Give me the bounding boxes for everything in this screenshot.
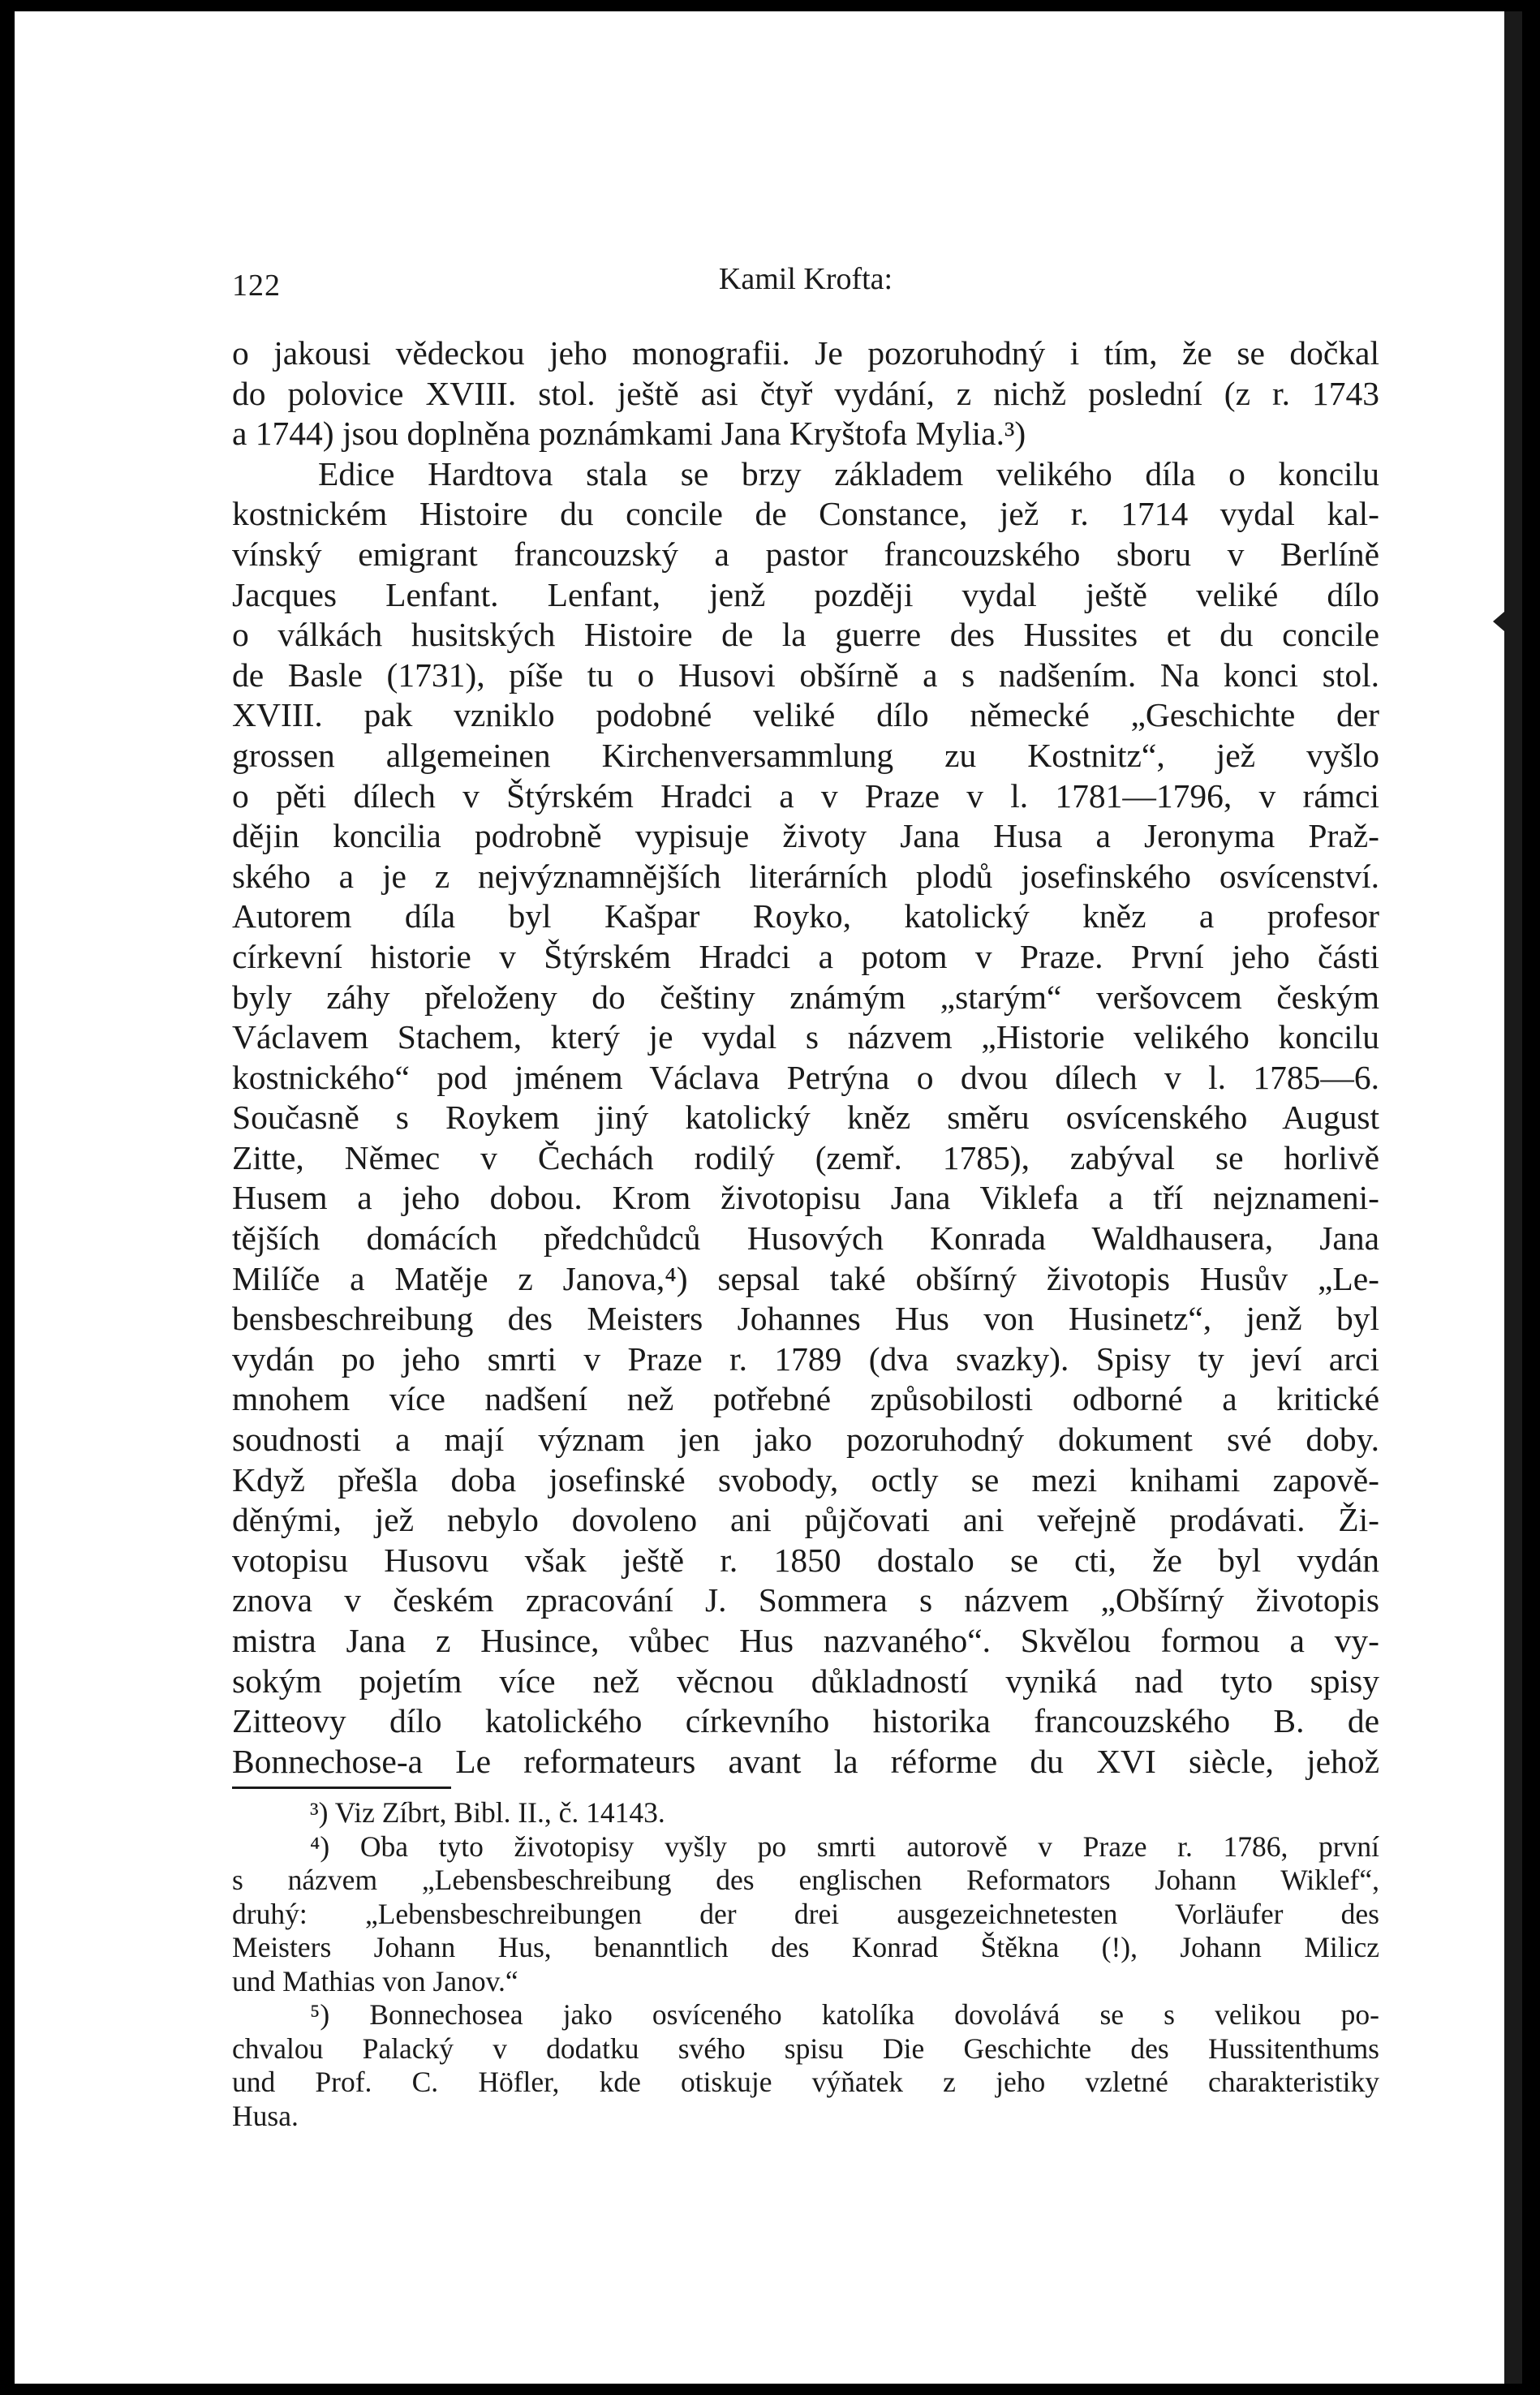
body-line: vínský emigrant francouzský a pastor francouzského sboru v Berlíně bbox=[232, 535, 1379, 573]
footnote-divider bbox=[232, 1787, 451, 1789]
footnote-line: ⁵) Bonnechosea jako osvíceného katolíka dovolává se s velikou po- bbox=[310, 1998, 1379, 2031]
body-line: Autorem díla byl Kašpar Royko, katolický kněz a profesor bbox=[232, 897, 1379, 935]
body-line: mistra Jana z Husince, vůbec Hus nazvaného“. Skvělou formou a vy- bbox=[232, 1622, 1379, 1659]
footnote-line: chvalou Palacký v dodatku svého spisu Die Geschichte des Hussitenthums bbox=[232, 2032, 1379, 2065]
body-line: votopisu Husovu však ještě r. 1850 dostalo se cti, že byl vydán bbox=[232, 1541, 1379, 1579]
body-line: Jacques Lenfant. Lenfant, jenž později vydal ještě veliké dílo bbox=[232, 575, 1379, 613]
body-text bbox=[232, 333, 1379, 1782]
body-line: de Basle (1731), píše tu o Husovi obšírně a s nadšením. Na konci stol. bbox=[232, 656, 1379, 694]
body-line: dějin koncilia podrobně vypisuje životy Jana Husa a Jeronyma Praž- bbox=[232, 817, 1379, 855]
body-line: o válkách husitských Histoire de la guerre des Hussites et du concile bbox=[232, 616, 1379, 654]
body-line: mnohem více nadšení než potřebné způsobilosti odborné a kritické bbox=[232, 1380, 1379, 1418]
body-line: ského a je z nejvýznamnějších literárních plodů josefinského osvícenství. bbox=[232, 857, 1379, 895]
body-line: a 1744) jsou doplněna poznámkami Jana Kryštofa Mylia.³) bbox=[232, 415, 1026, 453]
body-line: Bonnechose-a Le reformateurs avant la réforme du XVI siècle, jehož bbox=[232, 1742, 1379, 1780]
body-line: Zitteovy dílo katolického církevního historika francouzského B. de bbox=[232, 1702, 1379, 1740]
footnote-line: ³) Viz Zíbrt, Bibl. II., č. 14143. bbox=[310, 1796, 665, 1829]
footnote-line: ⁴) Oba tyto životopisy vyšly po smrti autorově v Praze r. 1786, první bbox=[310, 1830, 1379, 1863]
body-line: o jakousi vědeckou jeho monografii. Je pozoruhodný i tím, že se dočkal bbox=[232, 334, 1379, 372]
body-line: Zitte, Němec v Čechách rodilý (zemř. 1785), zabýval se horlivě bbox=[232, 1138, 1379, 1176]
footnote-line: und Prof. C. Höfler, kde otiskuje výňatek z jeho vzletné charakteristiky bbox=[232, 2066, 1379, 2098]
body-line: vydán po jeho smrti v Praze r. 1789 (dva svazky). Spisy ty jeví arci bbox=[232, 1339, 1379, 1378]
body-line: o pěti dílech v Štýrském Hradci a v Praze v l. 1781—1796, v rámci bbox=[232, 776, 1379, 815]
body-line: grossen allgemeinen Kirchenversammlung zu Kostnitz“, jež vyšlo bbox=[232, 736, 1379, 774]
body-line: Edice Hardtova stala se brzy základem velikého díla o koncilu bbox=[318, 454, 1379, 492]
footnote-line: s názvem „Lebensbeschreibung des englischen Reformators Johann Wiklef“, bbox=[232, 1864, 1379, 1896]
body-line: kostnického“ pod jménem Václava Petrýna o dvou dílech v l. 1785—6. bbox=[232, 1058, 1379, 1096]
body-line: děnými, jež nebylo dovoleno ani půjčovati ani veřejně prodávati. Ži- bbox=[232, 1501, 1379, 1539]
body-line: tějších domácích předchůdců Husových Konrada Waldhausera, Jana bbox=[232, 1219, 1379, 1258]
footnote-line: und Mathias von Janov.“ bbox=[232, 1964, 518, 1997]
body-line: do polovice XVIII. stol. ještě asi čtyř vydání, z nichž poslední (z r. 1743 bbox=[232, 374, 1379, 412]
footnote-line: druhý: „Lebensbeschreibungen der drei ausgezeichnetesten Vorläufer des bbox=[232, 1897, 1379, 1930]
footnotes bbox=[232, 1796, 1379, 2133]
running-title: Kamil Krofta: bbox=[718, 262, 893, 296]
page-edge-shadow bbox=[1504, 11, 1522, 2384]
body-line: církevní historie v Štýrském Hradci a potom v Praze. První jeho části bbox=[232, 937, 1379, 975]
body-line: kostnickém Histoire du concile de Constance, jež r. 1714 vydal kal- bbox=[232, 495, 1379, 533]
body-line: Milíče a Matěje z Janova,⁴) sepsal také obšírný životopis Husův „Le- bbox=[232, 1259, 1379, 1297]
footnote-line: Husa. bbox=[232, 2099, 299, 2132]
book-page bbox=[15, 11, 1522, 2384]
body-line: bensbeschreibung des Meisters Johannes Hus von Husinetz“, jenž byl bbox=[232, 1300, 1379, 1338]
page-header bbox=[232, 255, 1379, 303]
edge-marker bbox=[1493, 612, 1504, 631]
body-line: Když přešla doba josefinské svobody, octly se mezi knihami zapově- bbox=[232, 1460, 1379, 1498]
body-line: XVIII. pak vzniklo podobné veliké dílo německé „Geschichte der bbox=[232, 696, 1379, 734]
footnote-line: Meisters Johann Hus, benanntlich des Konrad Štěkna (!), Johann Milicz bbox=[232, 1931, 1379, 1963]
body-line: Václavem Stachem, který je vydal s názvem „Historie velikého koncilu bbox=[232, 1018, 1379, 1056]
body-line: znova v českém zpracování J. Sommera s názvem „Obšírný životopis bbox=[232, 1581, 1379, 1619]
body-line: byly záhy přeloženy do češtiny známým „starým“ veršovcem českým bbox=[232, 978, 1379, 1016]
body-line: Současně s Roykem jiný katolický kněz směru osvícenského August bbox=[232, 1099, 1379, 1137]
body-line: Husem a jeho dobou. Krom životopisu Jana Viklefa a tří nejznameni- bbox=[232, 1179, 1379, 1217]
body-line: soudnosti a mají význam jen jako pozoruhodný dokument své doby. bbox=[232, 1421, 1379, 1459]
body-line: sokým pojetím více než věcnou důkladností vyniká nad tyto spisy bbox=[232, 1662, 1379, 1700]
page-number: 122 bbox=[232, 269, 281, 303]
